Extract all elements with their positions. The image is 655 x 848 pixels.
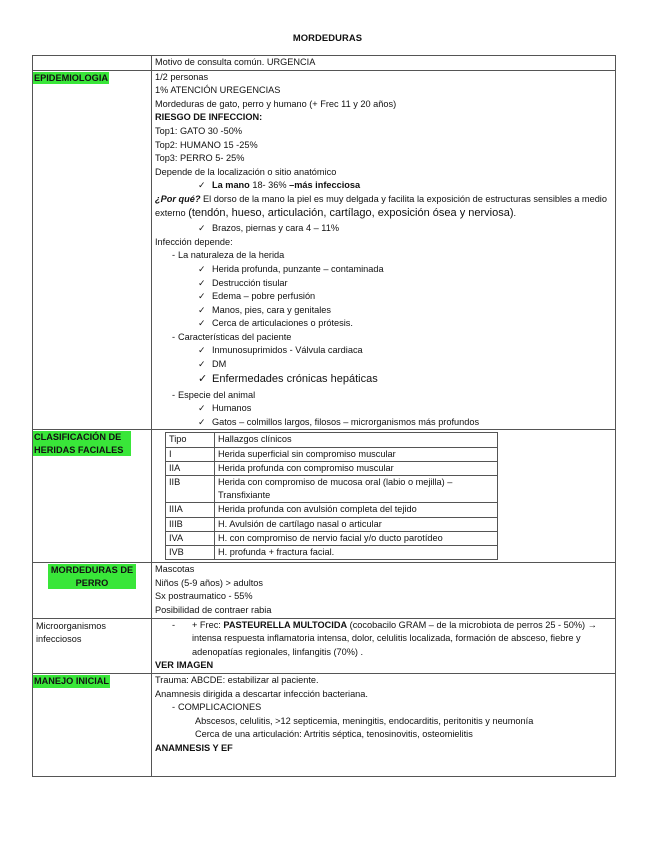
finding-cell: Herida profunda con avulsión completa del tejido: [215, 503, 498, 517]
text-line: Cerca de una articulación: Artritis séptica, tenosinovitis, osteomielitis: [195, 729, 473, 740]
mano-bold: La mano: [212, 180, 250, 191]
porque-paragraph: [155, 193, 615, 220]
finding-cell: H. profunda + fractura facial.: [215, 546, 498, 560]
section-label-manejo: MANEJO INICIAL: [34, 676, 110, 687]
porque-answer: El dorso de la mano la piel es muy delgada y facilita la exposición de estructuras sensibles a medio externo: [155, 193, 607, 218]
type-cell: IIIB: [166, 517, 215, 531]
micro-prefix: + Frec:: [192, 619, 224, 630]
section-label-clasificacion: CLASIFICACIÓN DE HERIDAS FACIALES: [33, 431, 131, 456]
table-row: [166, 517, 498, 531]
document-title: MORDEDURAS: [292, 32, 363, 43]
ver-imagen: VER IMAGEN: [155, 660, 214, 671]
table-header-row: [166, 433, 498, 447]
perro-content: [152, 563, 616, 618]
column-header: Hallazgos clínicos: [215, 433, 498, 447]
check-item: ✓ Enfermedades crónicas hepáticas: [155, 372, 615, 387]
type-cell: I: [166, 447, 215, 461]
text-line: Anamnesis dirigida a descartar infección bacteriana.: [155, 688, 368, 699]
row-micro: [33, 618, 616, 673]
check-item: ✓ Edema – pobre perfusión: [155, 290, 615, 304]
label-cell: [33, 674, 152, 777]
text-line: Infección depende:: [155, 236, 233, 247]
clasificacion-content: [152, 430, 616, 563]
text-line: Sx postraumatico - 55%: [155, 591, 253, 602]
micro-paragraph: [155, 619, 615, 660]
text-line: Niños (5-9 años) > adultos: [155, 577, 264, 588]
check-item: ✓ Brazos, piernas y cara 4 – 11%: [155, 222, 615, 236]
manejo-content: [152, 674, 616, 777]
column-header: Tipo: [166, 433, 215, 447]
label-cell: [33, 618, 152, 673]
porque-structures: (tendón, hueso, articulación, cartílago, exposición ósea y nerviosa): [188, 206, 514, 219]
text-line: Top3: PERRO 5- 25%: [155, 153, 245, 164]
label-cell: [33, 563, 152, 618]
motivo-text: Motivo de consulta común. URGENCIA: [152, 56, 616, 71]
finding-cell: Herida profunda con compromiso muscular: [215, 461, 498, 475]
table-row: [166, 503, 498, 517]
text-line: Mascotas: [155, 564, 195, 575]
epidemiologia-content: [152, 70, 616, 430]
check-item: ✓ Manos, pies, cara y genitales: [155, 304, 615, 318]
check-item: ✓ Humanos: [155, 402, 615, 416]
check-item: ✓ Cerca de articulaciones o prótesis.: [155, 317, 615, 331]
empty-label-cell: [33, 56, 152, 71]
text-line: Abscesos, celulitis, >12 septicemia, meningitis, endocarditis, peritonitis y neumonía: [195, 715, 534, 726]
table-row: [166, 476, 498, 503]
finding-cell: H. con compromiso de nervio facial y/o ducto parotídeo: [215, 531, 498, 545]
type-cell: IVA: [166, 531, 215, 545]
anamnesis-heading: ANAMNESIS Y EF: [155, 742, 233, 753]
label-cell: [33, 430, 152, 563]
type-cell: IVB: [166, 546, 215, 560]
text-line: Top1: GATO 30 -50%: [155, 125, 242, 136]
table-row: [166, 546, 498, 560]
check-item: ✓ Destrucción tisular: [155, 277, 615, 291]
check-item: ✓ Herida profunda, punzante – contaminada: [155, 263, 615, 277]
text-line: Mordeduras de gato, perro y humano (+ Frec 11 y 20 años): [155, 98, 397, 109]
dash-item: - Especie del animal: [155, 389, 615, 403]
finding-cell: H. Avulsión de cartílago nasal o articular: [215, 517, 498, 531]
text-line: 1% ATENCIÓN UREGENCIAS: [155, 85, 281, 96]
finding-cell: Herida con compromiso de mucosa oral (labio o mejilla) – Transfixiante: [215, 476, 498, 503]
mano-percent: 18- 36%: [249, 180, 287, 191]
notes-table: [32, 55, 616, 777]
mano-note: –más infecciosa: [289, 180, 361, 191]
row-perro: [33, 563, 616, 618]
table-row: [166, 461, 498, 475]
table-row: [166, 531, 498, 545]
risk-heading: RIESGO DE INFECCION:: [155, 112, 263, 123]
classification-table: [165, 432, 498, 560]
text-line: 1/2 personas: [155, 71, 209, 82]
section-label-epidemiologia: EPIDEMIOLOGIA: [34, 72, 109, 83]
dash-item: - Características del paciente: [155, 331, 615, 345]
dash-item: - COMPLICACIONES: [155, 701, 615, 715]
section-label-perro: MORDEDURAS DE PERRO: [48, 564, 136, 589]
label-cell: [33, 70, 152, 430]
finding-cell: Herida superficial sin compromiso muscular: [215, 447, 498, 461]
check-item: [155, 179, 615, 193]
porque-period: .: [513, 207, 517, 218]
porque-question: ¿Por qué?: [155, 193, 201, 204]
pasteurella-name: PASTEURELLA MULTOCIDA: [223, 619, 348, 630]
micro-detail: (cocobacilo GRAM – de la microbiota de perros 25 - 50%) → intensa respuesta inflamatoria intensa, dolor, celulitis localizada, formación de absceso, fiebre y adenopatías regionales, linfangitis (70%) .: [192, 619, 597, 657]
type-cell: IIB: [166, 476, 215, 503]
text-line: Depende de la localización o sitio anatómico: [155, 166, 337, 177]
text-line: Trauma: ABCDE: estabilizar al paciente.: [155, 675, 319, 686]
dash-item: - La naturaleza de la herida: [155, 249, 615, 263]
table-row: [166, 447, 498, 461]
row-clasificacion: [33, 430, 616, 563]
check-item: ✓ Gatos – colmillos largos, filosos – microrganismos más profundos: [155, 416, 615, 430]
row-manejo: [33, 674, 616, 777]
dash-marker: -: [172, 619, 176, 630]
type-cell: IIIA: [166, 503, 215, 517]
text-line: Top2: HUMANO 15 -25%: [155, 139, 258, 150]
check-item: ✓ DM: [155, 358, 615, 372]
check-item: ✓ Inmunosuprimidos - Válvula cardiaca: [155, 344, 615, 358]
type-cell: IIA: [166, 461, 215, 475]
text-line: Posibilidad de contraer rabia: [155, 605, 272, 616]
micro-content: [152, 618, 616, 673]
row-epidemiologia: [33, 70, 616, 430]
section-label-micro: Microorganismos infecciosos: [36, 620, 106, 644]
row-motivo: [33, 56, 616, 71]
